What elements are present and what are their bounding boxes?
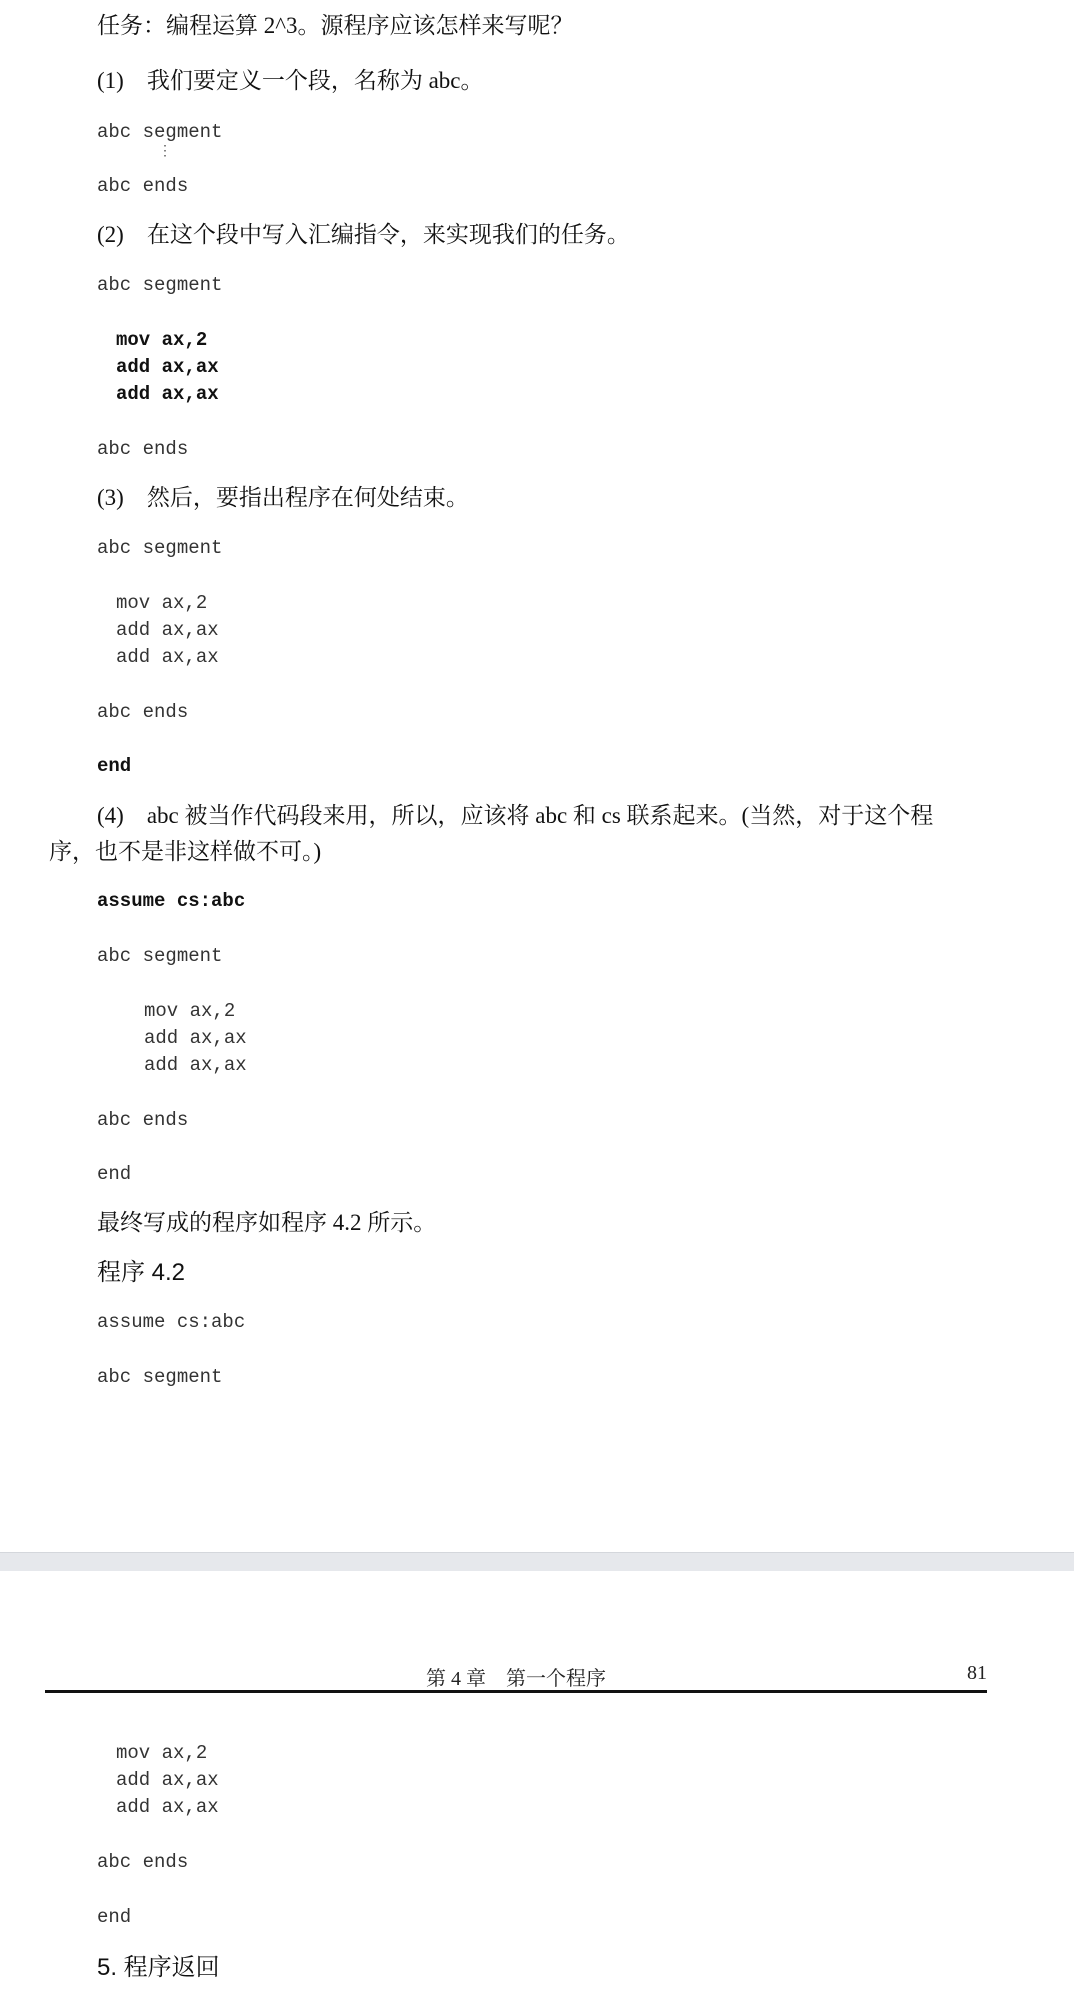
code-line-bold: end bbox=[97, 755, 132, 777]
final-program-text: 最终写成的程序如程序 4.2 所示。 bbox=[97, 1210, 437, 1235]
code-line: abc ends bbox=[97, 1109, 189, 1131]
vertical-ellipsis-icon: ⋮ bbox=[158, 144, 172, 160]
step-4-text-line-2: 序，也不是非这样做不可。) bbox=[49, 839, 322, 864]
code-line-bold: add ax,ax bbox=[116, 356, 219, 378]
code-line: abc ends bbox=[97, 701, 189, 723]
code-line: add ax,ax bbox=[144, 1027, 247, 1049]
document-page-2 bbox=[0, 1571, 1074, 2013]
step-1-text: (1) 我们要定义一个段，名称为 abc。 bbox=[97, 68, 484, 93]
code-line: mov ax,2 bbox=[144, 1000, 236, 1022]
chapter-title: 第 4 章 第一个程序 bbox=[426, 1668, 606, 1690]
code-line: end bbox=[97, 1163, 132, 1185]
section-heading: 5. 程序返回 bbox=[97, 1954, 220, 1981]
running-header bbox=[45, 1662, 987, 1690]
code-line: assume cs:abc bbox=[97, 1311, 246, 1333]
step-4-text-line-1: (4) abc 被当作代码段来用，所以，应该将 abc 和 cs 联系起来。(当然，对于这个程 bbox=[97, 803, 934, 828]
code-line: abc ends bbox=[97, 175, 189, 197]
task-paragraph: 任务：编程运算 2^3。源程序应该怎样来写呢？ bbox=[97, 13, 574, 38]
code-line: abc ends bbox=[97, 438, 189, 460]
program-heading: 程序 4.2 bbox=[97, 1259, 186, 1286]
code-line: abc ends bbox=[97, 1851, 189, 1873]
code-line: add ax,ax bbox=[116, 646, 219, 668]
header-rule bbox=[45, 1690, 987, 1693]
code-line: abc segment bbox=[97, 537, 223, 559]
step-3-text: (3) 然后，要指出程序在何处结束。 bbox=[97, 485, 469, 510]
page-separator bbox=[0, 1552, 1074, 1572]
code-line: add ax,ax bbox=[144, 1054, 247, 1076]
code-line: mov ax,2 bbox=[116, 592, 208, 614]
code-line-bold: assume cs:abc bbox=[97, 890, 246, 912]
code-line: abc segment bbox=[97, 945, 223, 967]
code-line: add ax,ax bbox=[116, 1769, 219, 1791]
code-line: mov ax,2 bbox=[116, 1742, 208, 1764]
code-line: abc segment bbox=[97, 1366, 223, 1388]
code-line: add ax,ax bbox=[116, 619, 219, 641]
code-line: add ax,ax bbox=[116, 1796, 219, 1818]
code-line: end bbox=[97, 1906, 132, 1928]
step-2-text: (2) 在这个段中写入汇编指令，来实现我们的任务。 bbox=[97, 222, 630, 247]
code-line: abc segment bbox=[97, 121, 223, 143]
page-number: 81 bbox=[967, 1662, 987, 1684]
code-line-bold: mov ax,2 bbox=[116, 329, 208, 351]
code-line-bold: add ax,ax bbox=[116, 383, 219, 405]
code-line: abc segment bbox=[97, 274, 223, 296]
